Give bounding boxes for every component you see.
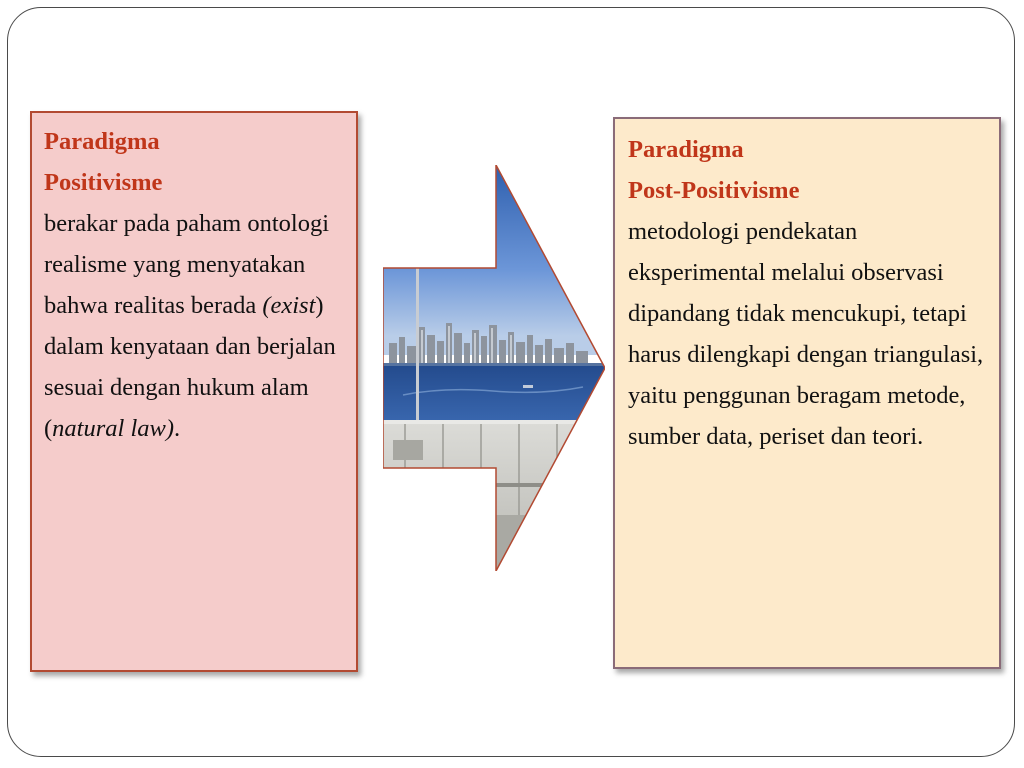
- positivisme-text-2: ) dalam kenyataan dan berjalan sesuai dengan hukum alam (: [44, 292, 336, 442]
- arrow-shape: [383, 165, 605, 571]
- post-positivisme-title-line1: Paradigma: [628, 136, 744, 163]
- positivisme-text-exist: (exist: [262, 292, 316, 319]
- post-positivisme-box: [613, 117, 1001, 669]
- positivisme-text-1: berakar pada paham ontologi realisme yang menyatakan bahwa realitas berada: [44, 210, 330, 319]
- city-skyline-photo: [383, 165, 605, 571]
- mast: [416, 265, 419, 435]
- post-positivisme-title: [628, 129, 995, 211]
- positivisme-text-3: .: [174, 415, 181, 442]
- post-positivisme-title-line2: Post-Positivisme: [628, 177, 800, 204]
- positivisme-box: [30, 111, 358, 672]
- positivisme-title: [44, 121, 350, 203]
- positivisme-text-natural-law: natural law): [52, 415, 175, 442]
- positivisme-title-line2: Positivisme: [44, 169, 163, 196]
- positivisme-description: [44, 203, 350, 449]
- post-positivisme-description: metodologi pendekatan eksperimental melalui observasi dipandang tidak mencukupi, tetapi harus dilengkapi dengan triangulasi, yaitu penggunan beragam metode, sumber data, periset dan teori.: [628, 218, 984, 450]
- positivisme-title-line1: Paradigma: [44, 128, 160, 155]
